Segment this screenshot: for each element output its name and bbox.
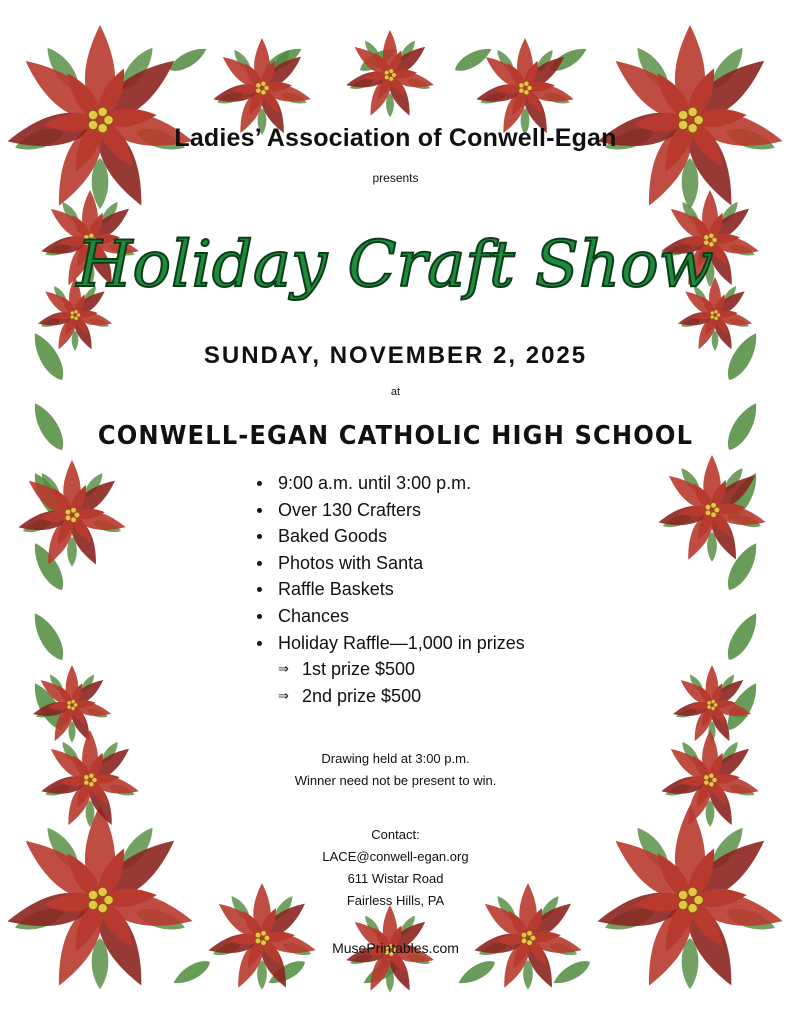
list-item: 9:00 a.m. until 3:00 p.m. <box>260 470 525 497</box>
event-venue: CONWELL-EGAN CATHOLIC HIGH SCHOOL <box>97 421 694 451</box>
drawing-info <box>0 748 791 792</box>
contact-email[interactable]: LACE@conwell-egan.org <box>322 849 469 864</box>
bullet-dot <box>257 508 262 513</box>
bullet-dot <box>257 641 262 646</box>
contact-address: 611 Wistar Road <box>347 871 444 886</box>
event-date: SUNDAY, NOVEMBER 2, 2025 <box>203 342 588 369</box>
bullet-dot <box>257 481 262 486</box>
organization-name: Ladies’ Association of Conwell-Egan <box>174 124 617 152</box>
contact-heading: Contact: <box>371 827 420 842</box>
double-arrow-icon: ⇒ <box>278 687 289 703</box>
at-text: at <box>390 386 401 398</box>
list-item: Holiday Raffle—1,000 in prizes <box>260 630 525 657</box>
list-item: Photos with Santa <box>260 550 525 577</box>
credit-link[interactable]: MusePrintables.com <box>332 940 459 956</box>
event-title-text: Holiday Craft Show <box>76 228 714 302</box>
bullet-dot <box>257 587 262 592</box>
prize-item: ⇒ 2nd prize $500 <box>260 683 525 710</box>
list-item: Baked Goods <box>260 523 525 550</box>
prize-item: ⇒ 1st prize $500 <box>260 656 525 683</box>
drawing-time: Drawing held at 3:00 p.m. <box>321 751 470 766</box>
feature-list <box>260 470 525 709</box>
event-title <box>76 198 714 328</box>
bullet-dot <box>257 614 262 619</box>
double-arrow-icon: ⇒ <box>278 661 289 677</box>
bullet-dot <box>257 534 262 539</box>
drawing-note: Winner need not be present to win. <box>294 773 497 788</box>
contact-city: Fairless Hills, PA <box>346 893 445 908</box>
list-item: Raffle Baskets <box>260 576 525 603</box>
list-item: Chances <box>260 603 525 630</box>
bullet-dot <box>257 561 262 566</box>
contact-block <box>0 824 791 912</box>
presents-text: presents <box>372 171 419 185</box>
list-item: Over 130 Crafters <box>260 497 525 524</box>
